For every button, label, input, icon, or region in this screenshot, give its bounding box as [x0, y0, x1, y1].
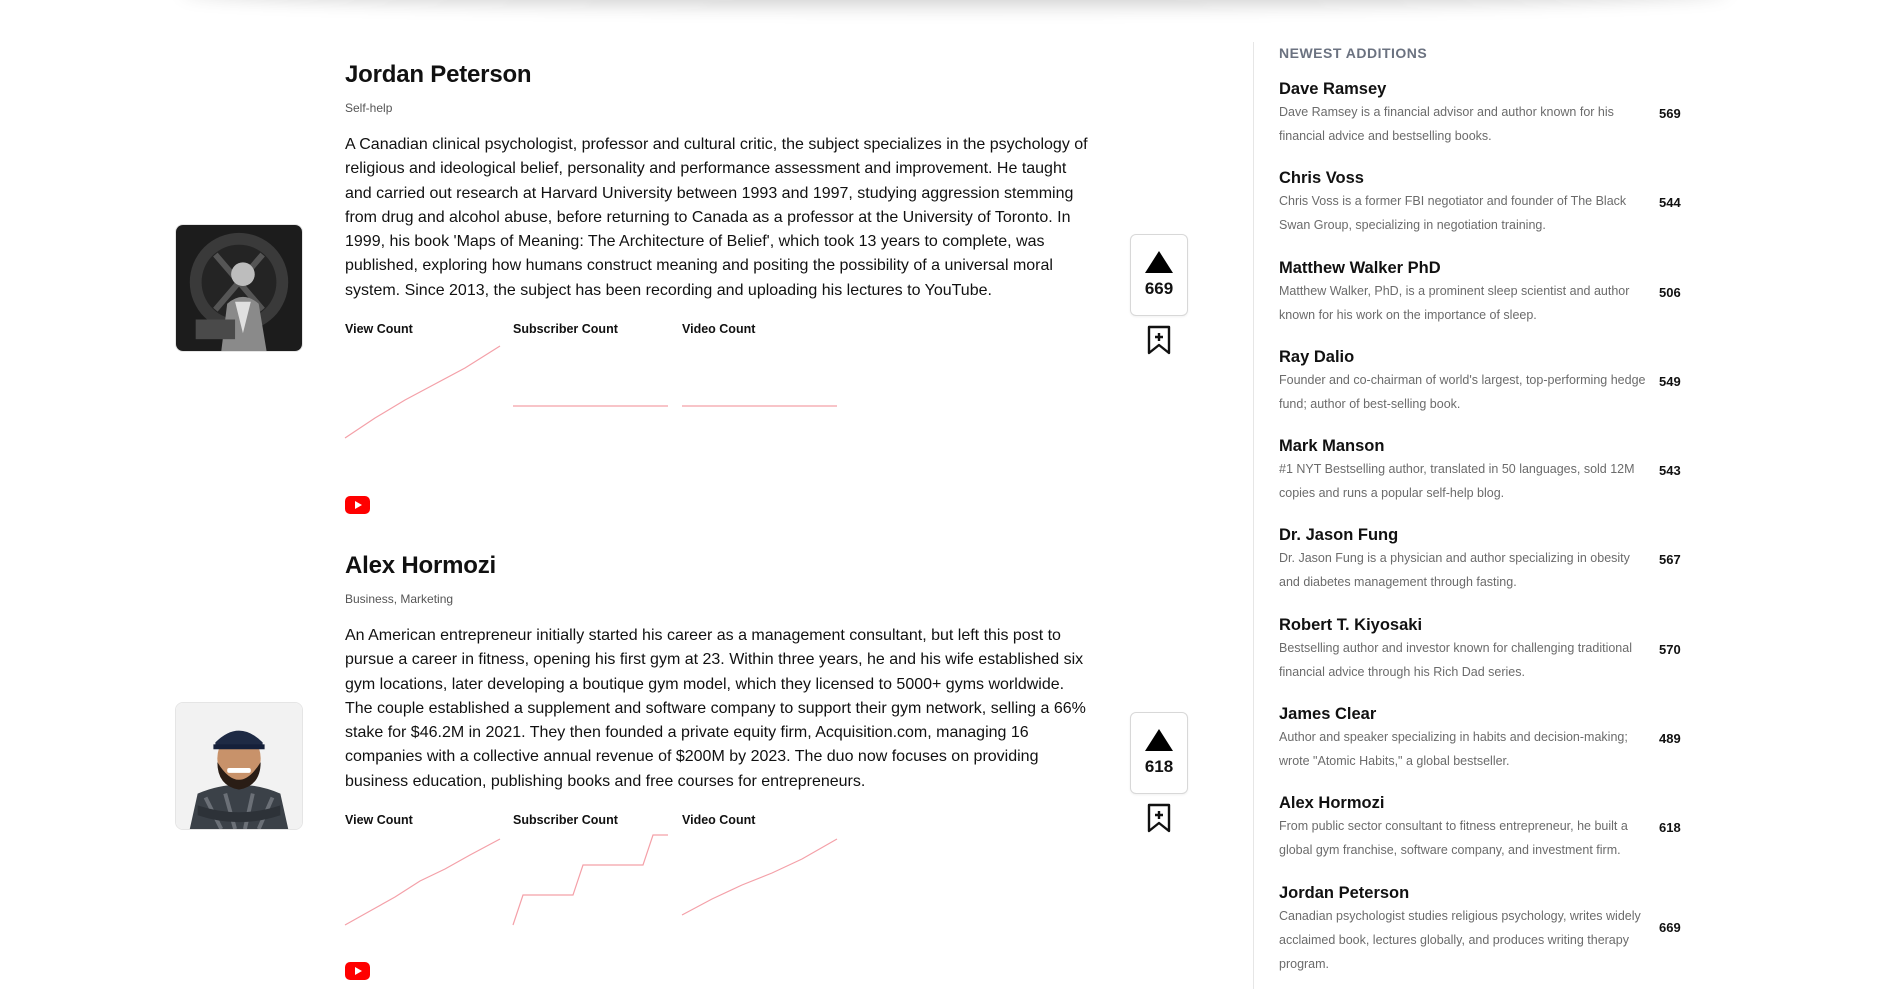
- sidebar-divider: [1253, 42, 1254, 989]
- list-item[interactable]: [1279, 76, 1699, 165]
- list-item-description: Matthew Walker, PhD, is a prominent sleep scientist and author known for his work on the importance of sleep.: [1279, 283, 1630, 322]
- subscriber-count-sparkline: [513, 829, 668, 929]
- newest-additions-sidebar: [1279, 44, 1699, 989]
- profile-name[interactable]: Alex Hormozi: [345, 552, 496, 579]
- profile-tags: Self-help: [345, 101, 393, 115]
- stat-video-count: [682, 812, 837, 828]
- list-item-name[interactable]: Mark Manson: [1279, 437, 1385, 456]
- list-item[interactable]: [1279, 165, 1699, 254]
- video-count-sparkline: [682, 829, 837, 929]
- list-item-name[interactable]: Matthew Walker PhD: [1279, 258, 1441, 277]
- stat-video-count: [682, 321, 837, 337]
- list-item[interactable]: [1279, 433, 1699, 522]
- stat-label: View Count: [345, 322, 413, 337]
- stat-label: Video Count: [682, 322, 756, 337]
- list-item-count: 506: [1659, 284, 1681, 300]
- profile-description: A Canadian clinical psychologist, professor and cultural critic, the subject specializes in the psychology of religious and ideological belief, personality and performance assessment and improvement. He taught and carried out research at Harvard University between 1993 and 1997, studying aggression stemming from drug and alcohol abuse, before returning to Canada as a professor at the University of Toronto. In 1999, his book 'Maps of Meaning: The Architecture of Belief', which took 13 years to complete, was published, exploring how humans construct meaning and positing the possibility of a universal moral system. Since 2013, the subject has been recording and uploading his lectures to YouTube.: [345, 136, 1088, 299]
- list-item-count: 567: [1659, 552, 1681, 568]
- list-item-count: 669: [1659, 919, 1681, 935]
- stat-label: View Count: [345, 813, 413, 828]
- list-item[interactable]: [1279, 344, 1699, 433]
- list-item-name[interactable]: Robert T. Kiyosaki: [1279, 615, 1423, 634]
- avatar-image: [176, 703, 302, 829]
- list-item-description: #1 NYT Bestselling author, translated in 50 languages, sold 12M copies and runs a popular self-help blog.: [1279, 462, 1635, 501]
- stats-row: [345, 321, 1095, 439]
- list-item-count: 549: [1659, 373, 1681, 389]
- subscriber-count-sparkline: [513, 338, 668, 438]
- list-item[interactable]: [1279, 790, 1699, 879]
- list-item-description: Author and speaker specializing in habits and decision-making; wrote "Atomic Habits," a global bestseller.: [1279, 730, 1628, 769]
- video-count-sparkline: [682, 338, 837, 438]
- list-item-name[interactable]: Dave Ramsey: [1279, 80, 1387, 98]
- list-item-name[interactable]: Ray Dalio: [1279, 347, 1355, 366]
- bookmark-plus-icon: [1145, 803, 1173, 833]
- list-item-count: 489: [1659, 731, 1681, 747]
- stat-view-count: [345, 321, 500, 337]
- vote-count: 618: [1144, 757, 1174, 776]
- list-item-count: 618: [1659, 820, 1681, 836]
- list-item-count: 543: [1659, 463, 1681, 479]
- stat-subscriber-count: [513, 812, 668, 828]
- list-item-name[interactable]: Alex Hormozi: [1279, 794, 1385, 813]
- stat-view-count: [345, 812, 500, 828]
- list-item[interactable]: [1279, 701, 1699, 790]
- list-item-description: Dave Ramsey is a financial advisor and author known for his financial advice and bestselling books.: [1279, 105, 1614, 143]
- list-item-description: Chris Voss is a former FBI negotiator and founder of The Black Swan Group, specializing in negotiation training.: [1279, 194, 1627, 233]
- list-item-name[interactable]: Jordan Peterson: [1279, 883, 1410, 902]
- stat-label: Subscriber Count: [513, 813, 618, 828]
- bookmark-plus-icon: [1145, 325, 1173, 355]
- list-item[interactable]: [1279, 522, 1699, 611]
- list-item-count: 569: [1659, 106, 1681, 121]
- list-item-count: 544: [1659, 195, 1681, 211]
- avatar-image: [176, 225, 302, 351]
- upvote-button[interactable]: [1130, 712, 1188, 794]
- list-item-count: 570: [1659, 641, 1681, 657]
- youtube-icon[interactable]: [345, 496, 370, 514]
- vote-count: 669: [1144, 279, 1174, 298]
- profile-content: [345, 60, 1095, 439]
- list-item[interactable]: [1279, 612, 1699, 701]
- list-item[interactable]: [1279, 880, 1699, 989]
- stats-row: [345, 812, 1095, 930]
- list-item-name[interactable]: Dr. Jason Fung: [1279, 526, 1399, 545]
- list-item-description: Founder and co-chairman of world's largest, top-performing hedge fund; author of best-selling book.: [1279, 372, 1646, 411]
- sidebar-heading: NEWEST ADDITIONS: [1279, 45, 1428, 61]
- stat-label: Subscriber Count: [513, 322, 618, 337]
- profile-content: [345, 551, 1095, 930]
- stat-label: Video Count: [682, 813, 756, 828]
- view-count-sparkline: [345, 829, 500, 929]
- list-item-name[interactable]: Chris Voss: [1279, 169, 1364, 188]
- list-item-description: Canadian psychologist studies religious psychology, writes widely acclaimed book, lectures globally, and produces writing therapy program.: [1279, 908, 1641, 971]
- bookmark-add-button[interactable]: [1145, 803, 1173, 833]
- profile-name[interactable]: Jordan Peterson: [345, 61, 532, 88]
- list-item-description: From public sector consultant to fitness entrepreneur, he built a global gym franchise, software company, and investment firm.: [1279, 819, 1628, 858]
- youtube-icon[interactable]: [345, 962, 370, 980]
- profile-description: An American entrepreneur initially started his career as a management consultant, but left this post to pursue a career in fitness, opening his first gym at 23. Within three years, he and his wife established six gym locations, later developing a boutique gym model, which they licensed to 5000+ gyms worldwide. The couple established a supplement and software company to support their gym network, selling a 66% stake for $46.2M in 2021. They then founded a private equity firm, Acquisition.com, managing 16 companies with a collective annual revenue of $200M by 2023. The duo now focuses on providing business education, publishing books and free courses for entrepreneurs.: [345, 627, 1086, 790]
- newest-additions-list: [1279, 76, 1699, 989]
- triangle-up-icon: [1145, 729, 1173, 751]
- triangle-up-icon: [1145, 251, 1173, 273]
- view-count-sparkline: [345, 338, 500, 438]
- stat-subscriber-count: [513, 321, 668, 337]
- list-item[interactable]: [1279, 255, 1699, 344]
- list-item-description: Dr. Jason Fung is a physician and author specializing in obesity and diabetes management through fasting.: [1279, 551, 1630, 590]
- avatar[interactable]: [175, 224, 303, 352]
- list-item-description: Bestselling author and investor known for challenging traditional financial advice through his Rich Dad series.: [1279, 640, 1632, 679]
- profile-tags: Business, Marketing: [345, 592, 454, 606]
- bookmark-add-button[interactable]: [1145, 325, 1173, 355]
- list-item-name[interactable]: James Clear: [1279, 705, 1377, 724]
- upvote-button[interactable]: [1130, 234, 1188, 316]
- avatar[interactable]: [175, 702, 303, 830]
